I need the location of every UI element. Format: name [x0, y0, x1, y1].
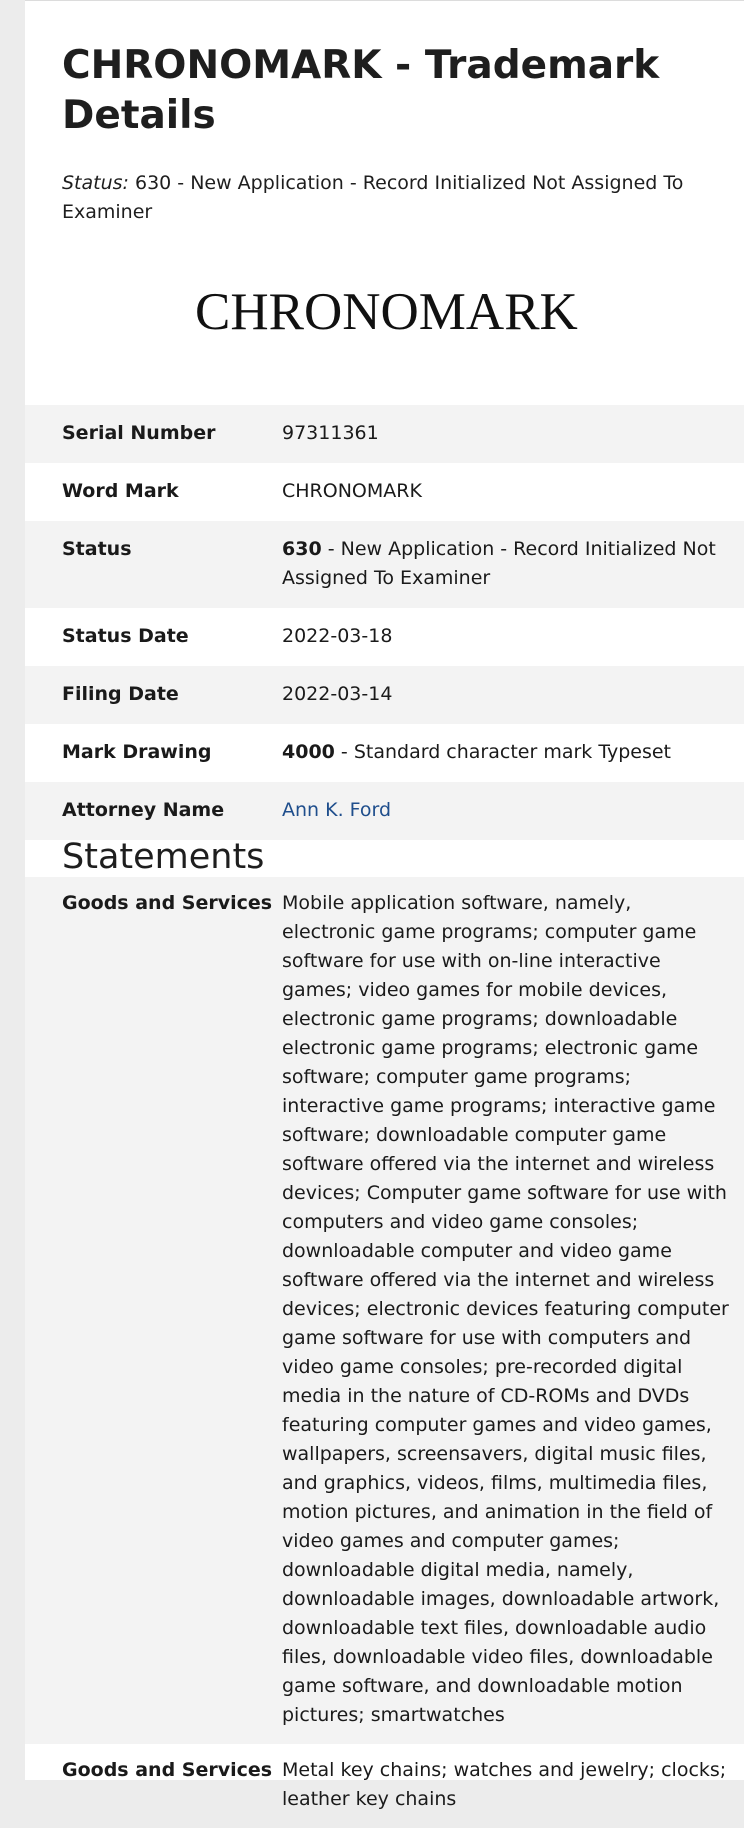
detail-value: [282, 521, 744, 608]
detail-label: Word Mark: [62, 480, 179, 502]
statement-value: Mobile application software, namely, electronic game programs; computer game software for use with on-line interactive games; video games for mobile devices, electronic game programs; downloadable electronic game programs; electronic game software; computer game programs; interactive game programs; interactive game software; downloadable computer game software offered via the internet and wireless devices; Computer game software for use with computers and video game consoles; downloadable computer and video game software offered via the internet and wireless devices; electronic devices featuring computer game software for use with computers and video game consoles; pre-recorded digital media in the nature of CD-ROMs and DVDs featuring computer games and video games, wallpapers, screensavers, digital music files, and graphics, videos, films, multimedia files, motion pictures, and animation in the field of video games and computer games; downloadable digital media, namely, downloadable images, downloadable artwork, downloadable text files, downloadable audio files, downloadable video files, downloadable game software, and downloadable motion pictures; smartwatches: [282, 892, 729, 1726]
detail-label: Status: [62, 538, 132, 560]
detail-row-word-mark: [25, 463, 744, 521]
page-title: CHRONOMARK - Trademark Details: [62, 43, 660, 138]
detail-row-filing-date: [25, 666, 744, 724]
detail-label: Attorney Name: [62, 799, 225, 821]
detail-value: [282, 724, 744, 782]
statement-label: Goods and Services: [62, 892, 273, 914]
page: [25, 0, 744, 1810]
detail-label: Filing Date: [62, 683, 179, 705]
statement-row: [25, 1744, 744, 1828]
detail-row-status-date: [25, 608, 744, 666]
status-code: 630: [282, 538, 322, 560]
detail-label: Status Date: [62, 625, 189, 647]
status-summary-label: Status:: [62, 172, 129, 194]
statements-heading: Statements: [62, 837, 265, 877]
detail-row-attorney-name: [25, 782, 744, 840]
mark-drawing-code: 4000: [282, 741, 335, 763]
statement-row: [25, 877, 744, 1744]
trademark-image: CHRONOMARK: [195, 283, 578, 341]
detail-value: 97311361: [282, 422, 379, 444]
statements-table: [25, 877, 744, 1828]
status-summary: [62, 169, 702, 227]
detail-label: Mark Drawing: [62, 741, 212, 763]
detail-value: 2022-03-18: [282, 625, 393, 647]
detail-row-status: [25, 521, 744, 608]
statement-value: Metal key chains; watches and jewelry; clocks; leather key chains: [282, 1759, 727, 1810]
status-description: - New Application - Record Initialized Not Assigned To Examiner: [282, 538, 716, 589]
detail-value: [282, 782, 744, 840]
detail-row-mark-drawing: [25, 724, 744, 782]
detail-value: 2022-03-14: [282, 683, 393, 705]
status-summary-text: 630 - New Application - Record Initialized Not Assigned To Examiner: [62, 172, 684, 223]
detail-label: Serial Number: [62, 422, 216, 444]
statement-label: Goods and Services: [62, 1759, 273, 1781]
attorney-link[interactable]: Ann K. Ford: [282, 799, 392, 821]
detail-row-serial-number: [25, 405, 744, 463]
details-table: [25, 405, 744, 840]
detail-value: CHRONOMARK: [282, 480, 422, 502]
mark-drawing-description: - Standard character mark Typeset: [334, 741, 672, 763]
